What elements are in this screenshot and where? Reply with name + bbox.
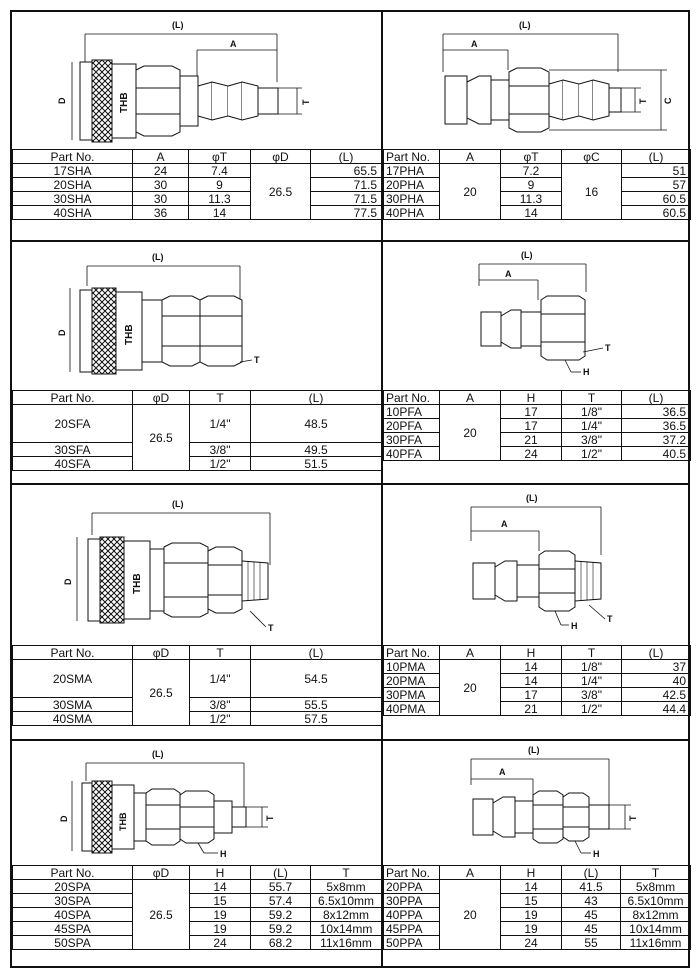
header-l: (L) <box>562 866 621 880</box>
table-row <box>13 894 382 908</box>
cell-t: 9 <box>189 178 251 192</box>
cell-t: 11x16mm <box>621 936 691 950</box>
cell-h: 19 <box>501 922 562 936</box>
cell-h: 19 <box>190 908 251 922</box>
cell-t: 6.5x10mm <box>621 894 691 908</box>
cell-l: 36.5 <box>622 419 691 433</box>
table-row <box>13 712 382 726</box>
dim-label-l: (L) <box>152 749 164 759</box>
header-l: (L) <box>622 150 691 164</box>
header-t: T <box>190 646 251 660</box>
cell-h: 14 <box>190 880 251 894</box>
part-no: 20SPA <box>13 880 133 894</box>
cell-l: 71.5 <box>311 192 382 206</box>
cell-t: 1/4" <box>562 674 622 688</box>
table-row <box>384 178 691 192</box>
dim-label-l: (L) <box>172 499 184 509</box>
drawing-sha-socket-hose-barb <box>12 12 381 149</box>
cell-l: 77.5 <box>311 206 382 220</box>
cell-l: 45 <box>562 908 621 922</box>
cell-t: 1/2" <box>562 702 622 716</box>
header-l: (L) <box>251 866 311 880</box>
drawing-pma-plug-male-thread <box>383 485 690 645</box>
header-d: φD <box>133 646 190 660</box>
dim-label-a: A <box>230 39 237 49</box>
table-row <box>384 702 691 716</box>
header-d: φD <box>133 866 190 880</box>
header-h: H <box>190 866 251 880</box>
header-l: (L) <box>251 391 382 405</box>
cell-t: 1/2" <box>562 447 622 461</box>
table-row <box>13 206 382 220</box>
drawing-ppa-plug-hose-nut <box>383 741 690 865</box>
cell-d-shared: 26.5 <box>133 660 190 726</box>
table-header-row <box>13 150 382 164</box>
table-header-row <box>13 391 382 405</box>
dim-label-h: H <box>593 849 600 859</box>
cell-l: 36.5 <box>622 405 691 419</box>
header-h: H <box>501 866 562 880</box>
part-no: 30PFA <box>384 433 440 447</box>
header-part-no: Part No. <box>384 646 440 660</box>
table-row <box>384 433 691 447</box>
cell-t: 10x14mm <box>621 922 691 936</box>
cell-l: 41.5 <box>562 880 621 894</box>
spec-table-pma <box>383 645 691 716</box>
cell-t: 10x14mm <box>311 922 382 936</box>
cell-d-shared: 26.5 <box>133 405 190 471</box>
cell-h: 19 <box>501 908 562 922</box>
cell-h: 21 <box>501 433 562 447</box>
spec-table-sfa <box>12 390 382 471</box>
table-row <box>384 880 691 894</box>
cell-l: 37.2 <box>622 433 691 447</box>
cell-h: 17 <box>501 419 562 433</box>
part-no: 17PHA <box>384 164 440 178</box>
cell-h: 19 <box>190 922 251 936</box>
spec-table-sha <box>12 149 382 220</box>
spec-table-ppa <box>383 865 691 950</box>
cell-t: 11.3 <box>501 192 562 206</box>
header-t: T <box>311 866 382 880</box>
cell-t: 5x8mm <box>311 880 382 894</box>
table-row <box>384 936 691 950</box>
cell-h: 15 <box>501 894 562 908</box>
table-row <box>13 698 382 712</box>
part-no: 20PMA <box>384 674 440 688</box>
header-t: T <box>562 391 622 405</box>
cell-l: 65.5 <box>311 164 382 178</box>
drawing-pha-plug-hose-barb <box>383 12 690 149</box>
cell-t: 1/2" <box>190 457 251 471</box>
table-row <box>384 894 691 908</box>
cell-t: 14 <box>501 206 562 220</box>
cell-t: 11x16mm <box>311 936 382 950</box>
drawing-pfa-plug-female-thread <box>383 242 690 390</box>
table-row <box>384 908 691 922</box>
cell-l: 60.5 <box>622 192 691 206</box>
table-header-row <box>384 646 691 660</box>
dim-label-t: T <box>638 98 648 104</box>
spec-table-sma <box>12 645 382 726</box>
spec-table-pha <box>383 149 691 220</box>
table-row <box>384 447 691 461</box>
cell-l: 43 <box>562 894 621 908</box>
dim-label-l: (L) <box>519 20 531 30</box>
table-row <box>384 192 691 206</box>
part-no: 40PPA <box>384 908 440 922</box>
table-header-row <box>384 150 691 164</box>
part-no: 40PHA <box>384 206 440 220</box>
part-no: 40SHA <box>13 206 133 220</box>
table-row <box>13 192 382 206</box>
cell-l: 44.4 <box>622 702 691 716</box>
cell-l: 68.2 <box>251 936 311 950</box>
header-part-no: Part No. <box>13 150 133 164</box>
part-no: 40PMA <box>384 702 440 716</box>
table-row <box>13 178 382 192</box>
cell-h: 15 <box>190 894 251 908</box>
dim-label-l: (L) <box>528 745 540 755</box>
cell-h: 24 <box>501 447 562 461</box>
header-l: (L) <box>311 150 382 164</box>
dim-label-a: A <box>471 39 478 49</box>
part-no: 30SHA <box>13 192 133 206</box>
part-no: 45PPA <box>384 922 440 936</box>
dim-label-t: T <box>254 355 260 365</box>
part-no: 40SMA <box>13 712 133 726</box>
table-row <box>13 660 382 698</box>
dim-label-h: H <box>220 849 227 859</box>
header-c: φC <box>562 150 622 164</box>
cell-l: 59.2 <box>251 922 311 936</box>
dim-label-h: H <box>571 621 578 631</box>
cell-l: 51 <box>622 164 691 178</box>
header-a: A <box>440 391 501 405</box>
drawing-sfa-socket-female-thread <box>12 242 381 390</box>
dim-label-t: T <box>265 815 275 821</box>
cell-t: 3/8" <box>562 688 622 702</box>
part-no: 20PHA <box>384 178 440 192</box>
header-t: φT <box>189 150 251 164</box>
table-row <box>13 443 382 457</box>
dim-label-t: T <box>607 614 613 624</box>
thb-mark: THB <box>118 812 128 831</box>
spec-table-spa <box>12 865 382 950</box>
drawing-sma-socket-male-thread <box>12 485 381 645</box>
part-no: 40PFA <box>384 447 440 461</box>
cell-t: 14 <box>189 206 251 220</box>
table-row <box>13 936 382 950</box>
dim-label-d: D <box>63 578 73 585</box>
part-no: 10PMA <box>384 660 440 674</box>
cell-h: 14 <box>501 660 562 674</box>
spec-table-pfa <box>383 390 691 461</box>
part-no: 40SFA <box>13 457 133 471</box>
part-no: 30PHA <box>384 192 440 206</box>
table-row <box>384 674 691 688</box>
cell-l: 60.5 <box>622 206 691 220</box>
cell-t: 9 <box>501 178 562 192</box>
header-l: (L) <box>622 646 691 660</box>
table-row <box>13 908 382 922</box>
cell-t: 1/4" <box>562 419 622 433</box>
cell-t: 5x8mm <box>621 880 691 894</box>
thb-mark: THB <box>124 324 135 345</box>
header-a: A <box>440 866 501 880</box>
table-row <box>13 880 382 894</box>
header-a: A <box>133 150 189 164</box>
header-h: H <box>501 391 562 405</box>
cell-t: 3/8" <box>190 443 251 457</box>
table-header-row <box>13 866 382 880</box>
cell-a: 30 <box>133 178 189 192</box>
cell-t: 7.4 <box>189 164 251 178</box>
cell-h: 17 <box>501 405 562 419</box>
table-row <box>384 405 691 419</box>
part-no: 10PFA <box>384 405 440 419</box>
part-no: 50PPA <box>384 936 440 950</box>
cell-t: 1/4" <box>190 405 251 443</box>
table-row <box>384 688 691 702</box>
part-no: 20SHA <box>13 178 133 192</box>
table-row <box>13 457 382 471</box>
header-part-no: Part No. <box>384 391 440 405</box>
cell-t: 1/2" <box>190 712 251 726</box>
cell-l: 57 <box>622 178 691 192</box>
part-no: 30SMA <box>13 698 133 712</box>
dim-label-l: (L) <box>152 252 164 262</box>
dim-label-a: A <box>505 269 512 279</box>
cell-l: 40 <box>622 674 691 688</box>
table-header-row <box>384 391 691 405</box>
table-header-row <box>384 866 691 880</box>
cell-a: 30 <box>133 192 189 206</box>
thb-mark: THB <box>132 573 143 594</box>
header-a: A <box>440 646 501 660</box>
spec-sheet <box>10 10 690 968</box>
table-row <box>384 206 691 220</box>
dim-label-a: A <box>501 519 508 529</box>
dim-label-l: (L) <box>521 250 533 260</box>
part-no: 50SPA <box>13 936 133 950</box>
header-t: T <box>562 646 622 660</box>
part-no: 20SMA <box>13 660 133 698</box>
header-t: T <box>621 866 691 880</box>
part-no: 30PPA <box>384 894 440 908</box>
drawing-spa-socket-hose-nut <box>12 741 381 865</box>
header-h: H <box>501 646 562 660</box>
cell-l: 37 <box>622 660 691 674</box>
cell-a: 24 <box>133 164 189 178</box>
cell-l: 40.5 <box>622 447 691 461</box>
part-no: 20PFA <box>384 419 440 433</box>
table-row <box>384 660 691 674</box>
header-t: φT <box>501 150 562 164</box>
cell-l: 42.5 <box>622 688 691 702</box>
thb-mark: THB <box>119 92 130 113</box>
cell-l: 59.2 <box>251 908 311 922</box>
cell-h: 17 <box>501 688 562 702</box>
cell-t: 8x12mm <box>311 908 382 922</box>
cell-t: 1/8" <box>562 660 622 674</box>
cell-h: 21 <box>501 702 562 716</box>
part-no: 20PPA <box>384 880 440 894</box>
part-no: 20SFA <box>13 405 133 443</box>
cell-t: 1/8" <box>562 405 622 419</box>
cell-t: 3/8" <box>562 433 622 447</box>
dim-label-d: D <box>59 815 69 822</box>
cell-t: 8x12mm <box>621 908 691 922</box>
cell-a-shared: 20 <box>440 880 501 950</box>
header-l: (L) <box>622 391 691 405</box>
cell-h: 24 <box>501 936 562 950</box>
table-row <box>13 922 382 936</box>
table-row <box>384 922 691 936</box>
cell-l: 49.5 <box>251 443 382 457</box>
cell-a-shared: 20 <box>440 164 501 220</box>
cell-t: 6.5x10mm <box>311 894 382 908</box>
cell-a-shared: 20 <box>440 660 501 716</box>
cell-t: 7.2 <box>501 164 562 178</box>
table-row <box>13 164 382 178</box>
dim-label-h: H <box>583 367 590 377</box>
header-part-no: Part No. <box>13 646 133 660</box>
cell-l: 54.5 <box>251 660 382 698</box>
table-row <box>384 419 691 433</box>
cell-a: 36 <box>133 206 189 220</box>
header-l: (L) <box>251 646 382 660</box>
dim-label-c: C <box>663 97 673 104</box>
cell-h: 24 <box>190 936 251 950</box>
dim-label-t: T <box>605 343 611 353</box>
table-row <box>13 405 382 443</box>
part-no: 45SPA <box>13 922 133 936</box>
cell-l: 48.5 <box>251 405 382 443</box>
cell-l: 57.4 <box>251 894 311 908</box>
part-no: 30PMA <box>384 688 440 702</box>
dim-label-t: T <box>301 99 311 105</box>
header-d: φD <box>133 391 190 405</box>
cell-d-shared: 26.5 <box>133 880 190 950</box>
cell-h: 14 <box>501 880 562 894</box>
dim-label-d: D <box>57 329 67 336</box>
dim-label-l: (L) <box>526 493 538 503</box>
cell-t: 3/8" <box>190 698 251 712</box>
dim-label-t: T <box>268 623 274 633</box>
part-no: 30SFA <box>13 443 133 457</box>
table-header-row <box>13 646 382 660</box>
part-no: 30SPA <box>13 894 133 908</box>
cell-l: 55.7 <box>251 880 311 894</box>
table-row <box>384 164 691 178</box>
cell-l: 51.5 <box>251 457 382 471</box>
header-part-no: Part No. <box>384 866 440 880</box>
dim-label-a: A <box>499 767 506 777</box>
cell-t: 11.3 <box>189 192 251 206</box>
cell-l: 45 <box>562 922 621 936</box>
dim-label-d: D <box>57 97 67 104</box>
part-no: 17SHA <box>13 164 133 178</box>
header-part-no: Part No. <box>384 150 440 164</box>
cell-d-shared: 26.5 <box>251 164 311 220</box>
dim-label-l: (L) <box>172 20 184 30</box>
header-part-no: Part No. <box>13 391 133 405</box>
cell-l: 71.5 <box>311 178 382 192</box>
header-d: φD <box>251 150 311 164</box>
cell-a-shared: 20 <box>440 405 501 461</box>
dim-label-t: T <box>628 815 638 821</box>
header-t: T <box>190 391 251 405</box>
cell-l: 55.5 <box>251 698 382 712</box>
cell-h: 14 <box>501 674 562 688</box>
part-no: 40SPA <box>13 908 133 922</box>
header-part-no: Part No. <box>13 866 133 880</box>
cell-c-shared: 16 <box>562 164 622 220</box>
header-a: A <box>440 150 501 164</box>
cell-l: 57.5 <box>251 712 382 726</box>
cell-t: 1/4" <box>190 660 251 698</box>
cell-l: 55 <box>562 936 621 950</box>
